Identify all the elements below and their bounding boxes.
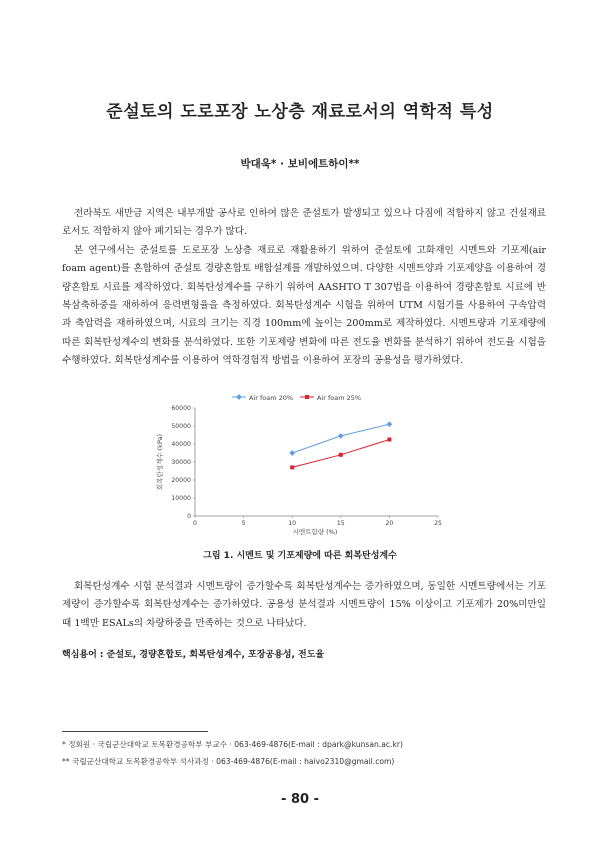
- data-point-series-1: [387, 421, 393, 427]
- resilient-modulus-chart: [150, 388, 450, 540]
- x-axis-label: 시멘트함량 (%): [292, 528, 338, 536]
- legend: [232, 394, 361, 402]
- x-tick-label: 10: [288, 520, 297, 527]
- page-number: - 80 -: [281, 792, 319, 807]
- footnote-divider: [62, 731, 208, 732]
- x-tick-label: 15: [336, 520, 345, 527]
- y-tick-label: 30000: [171, 459, 191, 467]
- authors: 박대욱* · 보비에트하이**: [240, 158, 360, 170]
- data-point-series-2: [290, 465, 294, 469]
- x-tick-label: 0: [193, 520, 197, 527]
- figure-caption: 그림 1. 시멘트 및 기포제량에 따른 회복탄성계수: [203, 551, 397, 561]
- y-axis-label: 회복탄성계수 (kPa): [156, 433, 164, 491]
- abstract: [62, 205, 546, 371]
- y-tick-label: 20000: [171, 477, 191, 485]
- results-text: [62, 578, 546, 633]
- data-point-series-1: [338, 433, 344, 439]
- y-tick-label: 60000: [171, 405, 191, 413]
- legend-label-series-1: Air foam 20%: [249, 394, 294, 402]
- results-paragraph: 회복탄성계수 시험 분석결과 시멘트량이 증가할수록 회복탄성계수는 증가하였으며, 동일한 시멘트량에서는 기포제량이 증가할수록 회복탄성계수는 증가하였다. 공용성 분석결과 시멘트량이 15% 이상이고 기포제가 20%미만일 때 1백만 ESALs의 차량하중을 만족하는 것으로 나타났다.: [62, 581, 546, 629]
- legend-label-series-2: Air foam 25%: [317, 394, 362, 402]
- x-tick-label: 25: [434, 520, 442, 527]
- y-tick-label: 40000: [171, 441, 191, 449]
- footnote-2: ** 국립군산대학교 토목환경공학부 석사과정 · 063-469-4876(E-mail : haivo2310@gmail.com): [62, 757, 395, 766]
- x-tick-label: 5: [241, 520, 246, 527]
- paper-title: 준설토의 도로포장 노상층 재료로서의 역학적 특성: [106, 102, 494, 122]
- y-tick-label: 0: [187, 513, 191, 521]
- legend-marker-series-1: [236, 394, 242, 400]
- x-tick-label: 20: [385, 520, 394, 527]
- data-point-series-2: [339, 453, 343, 457]
- footnote-1: * 정회원 · 국립군산대학교 토목환경공학부 부교수 · 063-469-4876(E-mail : dpark@kunsan.ac.kr): [62, 740, 403, 749]
- y-tick-label: 10000: [171, 495, 191, 503]
- data-point-series-2: [387, 438, 391, 442]
- keywords: 핵심용어 : 준설토, 경량혼합토, 회복탄성계수, 포장공용성, 전도율: [62, 650, 325, 660]
- abstract-paragraph-2: 본 연구에서는 준설토를 도로포장 노상층 재료로 재활용하기 위하여 준설토에 고화재인 시멘트와 기포제(air foam agent)를 혼합하여 준설토 경량혼합토 배합설계를 개발하였으며. 다양한 시멘트양과 기포제양을 이용하여 경량혼합토 시료를 제작하였다. 회복탄성계수를 구하기 위하여 AASHTO T 307법을 이용하여 경량혼합토 시료에 반복삼축하중을 재하하여 응력변형율을 측정하였다. 회복탄성계수 시험을 위하여 UTM 시험기를 사용하여 구속압력과 축압력을 재하하였으며, 시료의 크기는 직경 100mm에 높이는 200mm로 제작하였다. 시멘트량과 기포제량에 따른 회복탄성계수의 변화를 분석하였다. 또한 기포제량 변화에 따른 전도율 변화를 분석하기 위하여 전도율 시험을 수행하였다. 회복탄성계수를 이용하여 역학경험적 방법을 이용하여 포장의 공용성을 평가하였다.: [62, 244, 546, 367]
- legend-marker-series-2: [305, 395, 309, 399]
- data-point-series-1: [289, 450, 295, 456]
- abstract-paragraph-1: 전라북도 새만금 지역은 내부개발 공사로 인하여 많은 준설토가 발생되고 있으나 다짐에 적합하지 않고 건설재료로서도 적합하지 않아 폐기되는 경우가 많다.: [62, 208, 546, 238]
- y-tick-label: 50000: [171, 423, 191, 431]
